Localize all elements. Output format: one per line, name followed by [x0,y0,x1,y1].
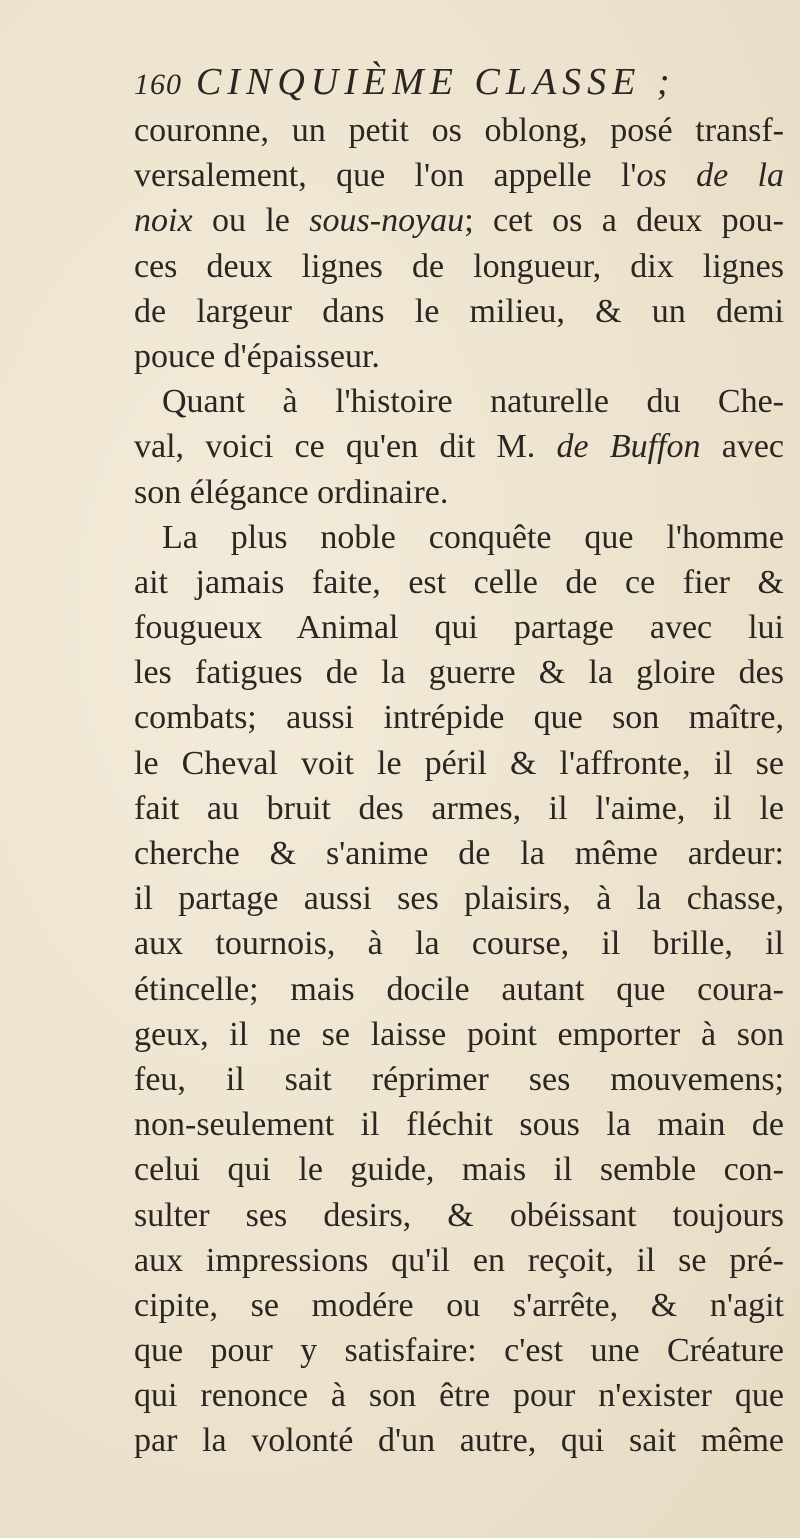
text-line: le Cheval voit le péril & l'affronte, il se [134,744,784,782]
text-line: qui renonce à son être pour n'exister que [134,1377,784,1415]
text-line: geux, il ne se laisse point emporter à son [134,1015,784,1053]
text-line: combats; aussi intrépide que son maître, [134,699,784,737]
text-line: pouce d'épaisseur. [134,337,380,375]
text-line: étincelle; mais docile autant que coura- [134,970,784,1008]
text-line: noix ou le sous-noyau; cet os a deux pou- [134,202,784,240]
text-line: aux impressions qu'il en reçoit, il se pré- [134,1241,784,1279]
text-line: sulter ses desirs, & obéissant toujours [134,1196,784,1234]
text-line: ces deux lignes de longueur, dix lignes [134,247,784,285]
text-line: que pour y satisfaire: c'est une Créature [134,1332,784,1370]
running-head: CINQUIÈME CLASSE ; [196,61,676,103]
text-line: cherche & s'anime de la même ardeur: [134,835,784,872]
text-line: Quant à l'histoire naturelle du Che- [162,383,784,421]
text-line: fait au bruit des armes, il l'aime, il le [134,789,784,827]
page-number: 160 [134,68,182,101]
text-line: son élégance ordinaire. [134,473,449,511]
text-line: il partage aussi ses plaisirs, à la chasse, [134,880,784,918]
text-line: versalement, que l'on appelle l'os de la [134,157,784,195]
text-line: aux tournois, à la course, il brille, il [134,925,784,963]
text-line: val, voici ce qu'en dit M. de Buffon avec [134,428,784,466]
body-text [134,108,784,1464]
text-line: de largeur dans le milieu, & un demi [134,292,784,330]
text-line: non-seulement il fléchit sous la main de [134,1106,784,1144]
text-line: fougueux Animal qui partage avec lui [134,609,784,647]
page-header [134,60,774,106]
text-line: par la volonté d'un autre, qui sait même [134,1422,784,1460]
text-line: cipite, se modére ou s'arrête, & n'agit [134,1286,784,1324]
text-line: La plus noble conquête que l'homme [162,518,784,556]
text-line: ait jamais faite, est celle de ce fier & [134,563,784,601]
text-line: les fatigues de la guerre & la gloire des [134,654,784,692]
text-line: couronne, un petit os oblong, posé transf- [134,112,784,149]
text-line: feu, il sait réprimer ses mouvemens; [134,1060,784,1098]
text-line: celui qui le guide, mais il semble con- [134,1151,784,1189]
